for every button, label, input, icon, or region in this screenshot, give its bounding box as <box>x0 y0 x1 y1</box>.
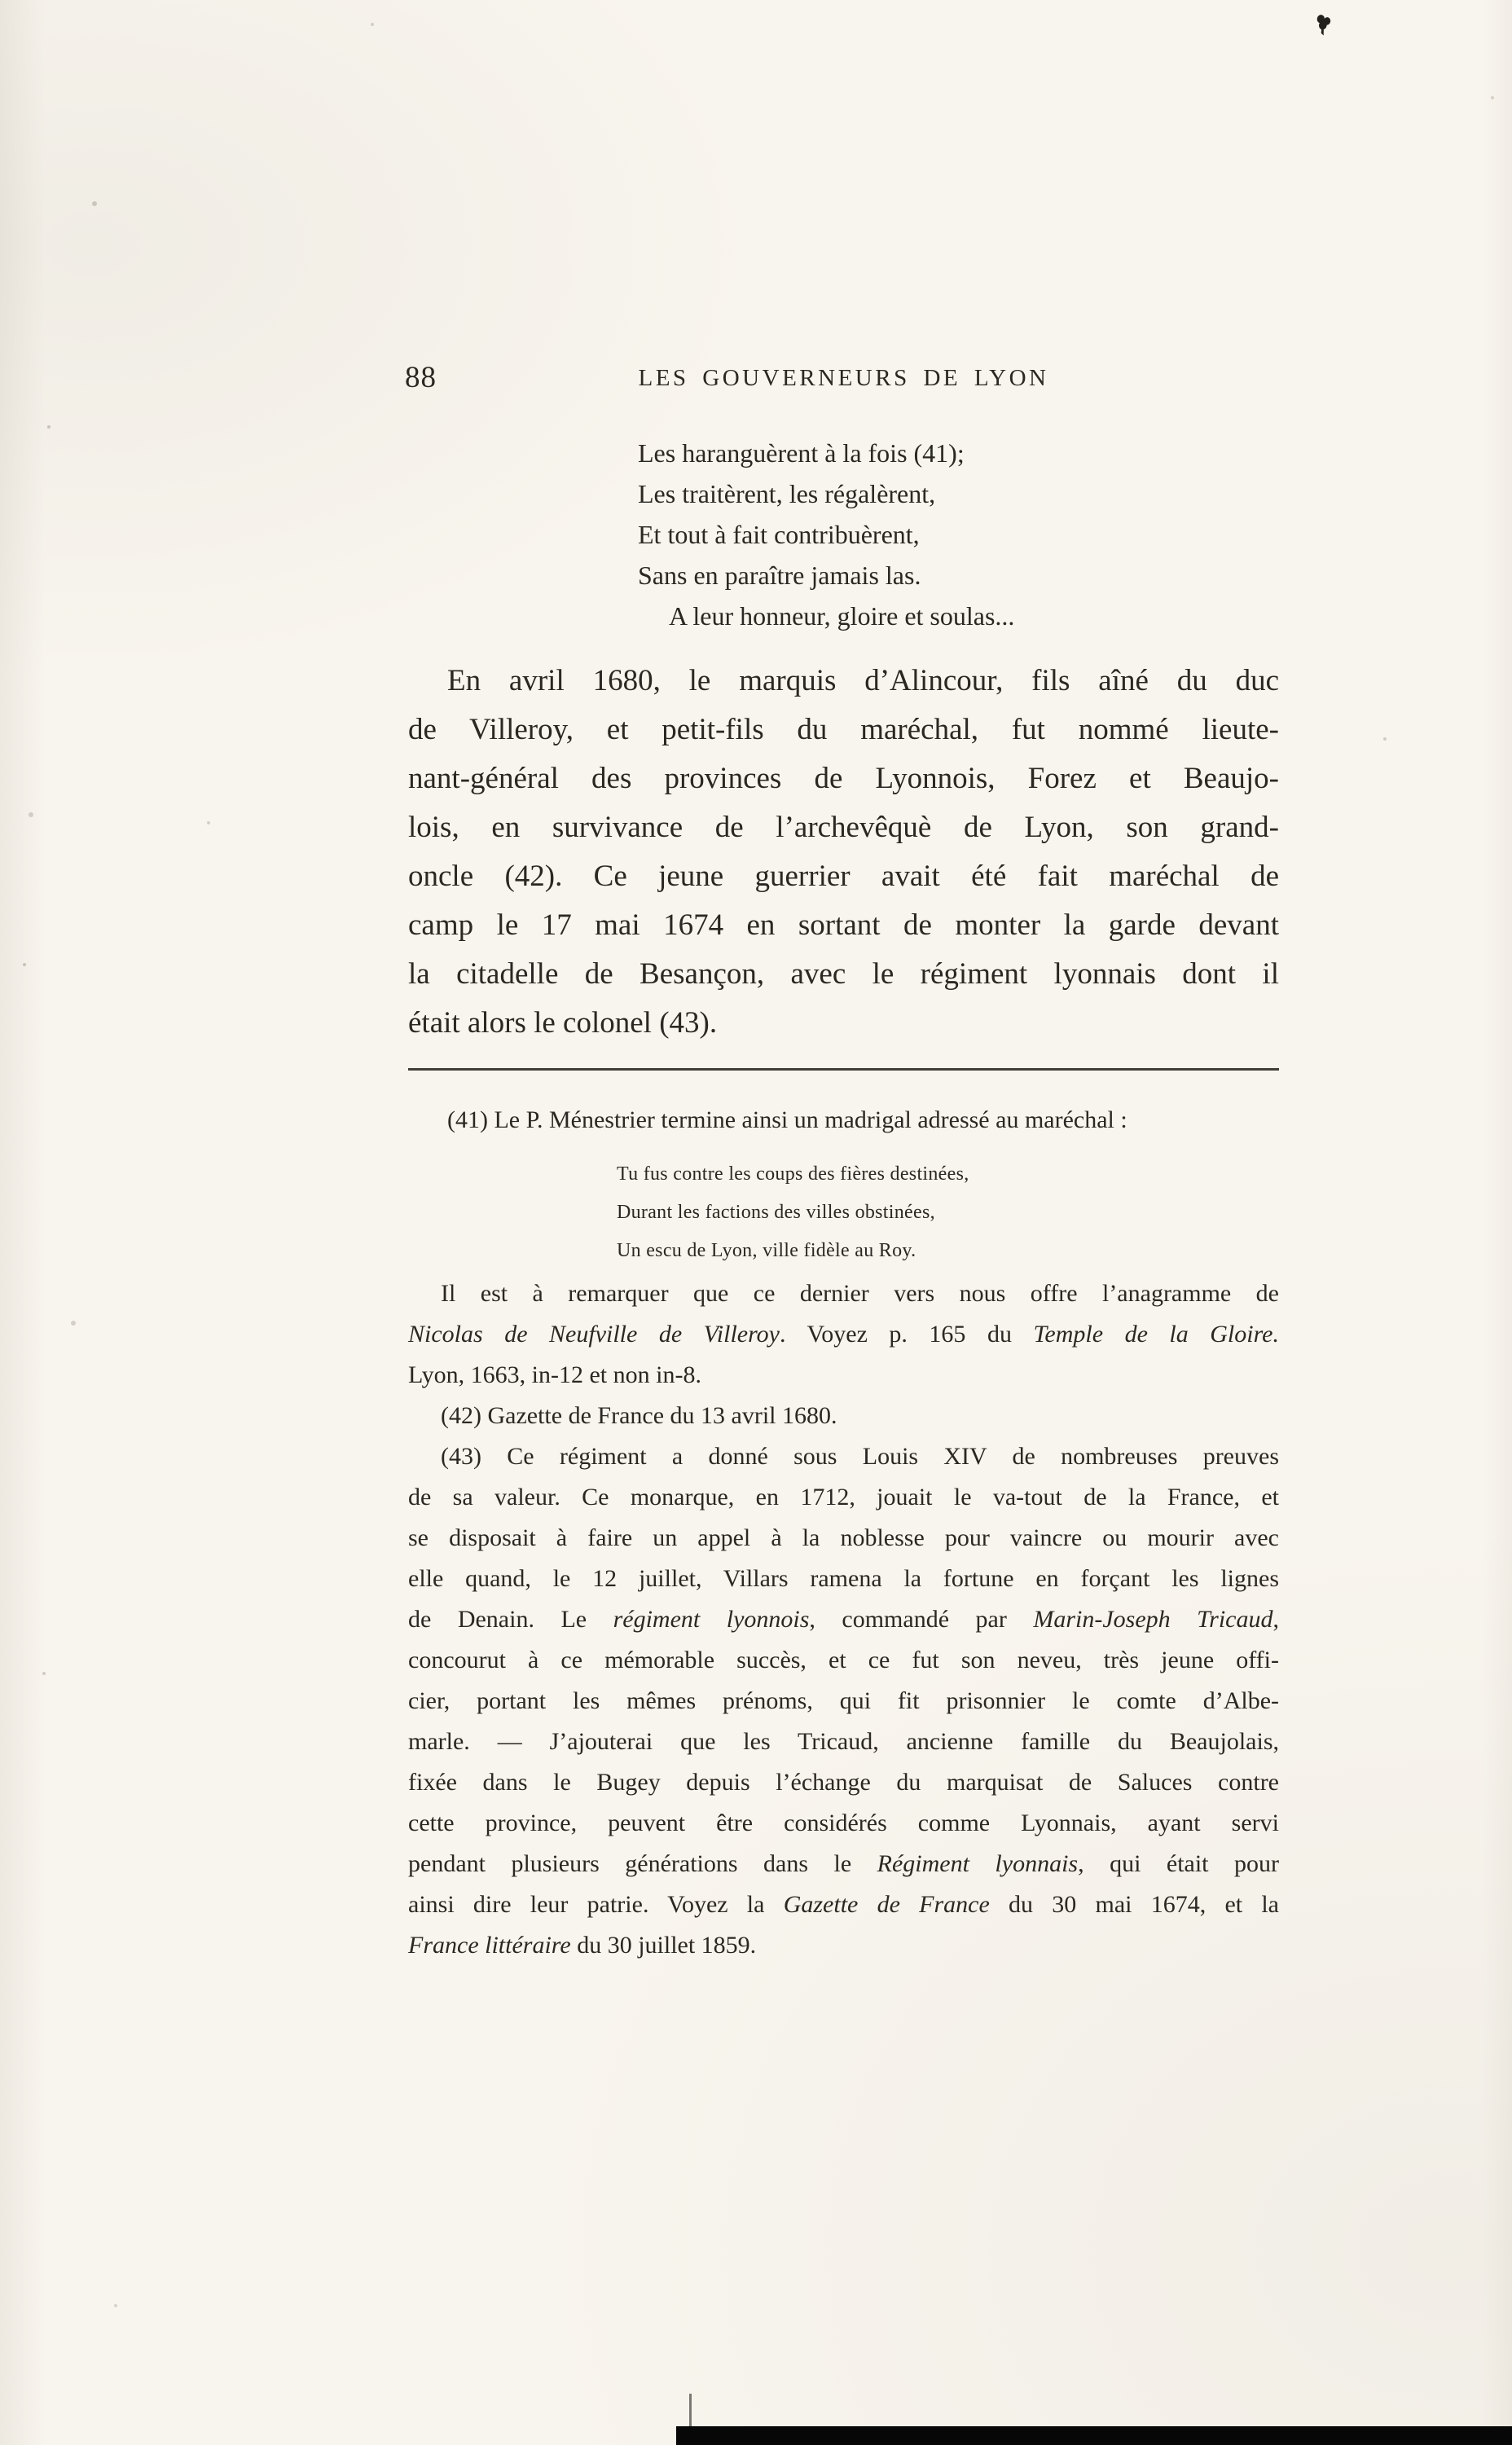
footnote-line: concourut à ce mémorable succès, et ce fut son neveu, très jeune offi- <box>408 1647 1279 1673</box>
body-paragraph <box>408 657 1279 1048</box>
footnote-line: fixée dans le Bugey depuis l’échange du marquisat de Saluces contre <box>408 1769 1279 1796</box>
body-line: était alors le colonel (43). <box>408 1006 718 1040</box>
footnote-line: (41) Le P. Ménestrier termine ainsi un madrigal adressé au maréchal : <box>447 1106 1127 1133</box>
footnote-line: France littéraire du 30 juillet 1859. <box>408 1932 757 1959</box>
footnote-line: cette province, peuvent être considérés comme Lyonnais, ayant servi <box>408 1810 1279 1836</box>
verse-line: Les traitèrent, les régalèrent, <box>638 479 936 508</box>
ink-mark-ornament <box>1313 13 1333 40</box>
footnote-line: ainsi dire leur patrie. Voyez la Gazette de France du 30 mai 1674, et la <box>408 1891 1279 1918</box>
footnote-line: (42) Gazette de France du 13 avril 1680. <box>441 1402 837 1429</box>
verse-line: Les haranguèrent à la fois (41); <box>638 438 965 468</box>
body-line: En avril 1680, le marquis d’Alincour, fils aîné du duc <box>447 664 1279 697</box>
footnote-41-verse <box>617 1155 969 1270</box>
quoted-verse <box>638 433 1014 636</box>
footnote-43 <box>408 1436 1279 1966</box>
footnote-verse-line: Tu fus contre les coups des fières destinées, <box>617 1163 969 1185</box>
footnote-line: elle quand, le 12 juillet, Villars ramena la fortune en forçant les lignes <box>408 1565 1279 1592</box>
footnote-line: pendant plusieurs générations dans le Régiment lyonnais, qui était pour <box>408 1850 1279 1877</box>
footnote-line: Il est à remarquer que ce dernier vers nous offre l’anagramme de <box>441 1280 1279 1307</box>
verse-line: A leur honneur, gloire et soulas... <box>669 601 1015 631</box>
footnote-line: Nicolas de Neufville de Villeroy. Voyez p. 165 du Temple de la Gloire. <box>408 1321 1279 1348</box>
body-line: oncle (42). Ce jeune guerrier avait été fait maréchal de <box>408 860 1279 893</box>
scan-noise-specks <box>0 0 3 3</box>
footnote-verse-line: Un escu de Lyon, ville fidèle au Roy. <box>617 1240 916 1261</box>
body-line: la citadelle de Besançon, avec le régiment lyonnais dont il <box>408 957 1279 991</box>
footnote-line: Lyon, 1663, in-12 et non in-8. <box>408 1361 701 1388</box>
footnote-separator-rule <box>408 1068 1279 1071</box>
scan-black-bar <box>676 2426 1512 2445</box>
footnote-line: se disposait à faire un appel à la noblesse pour vaincre ou mourir avec <box>408 1524 1279 1551</box>
running-title: LES GOUVERNEURS DE LYON <box>638 365 1049 391</box>
body-line: lois, en survivance de l’archevêquè de Lyon, son grand- <box>408 811 1279 844</box>
page-number: 88 <box>405 361 437 394</box>
footnote-line: de sa valeur. Ce monarque, en 1712, jouait le va-tout de la France, et <box>408 1484 1279 1511</box>
footnote-line: (43) Ce régiment a donné sous Louis XIV de nombreuses preuves <box>441 1443 1279 1470</box>
body-line: nant-général des provinces de Lyonnois, Forez et Beaujo- <box>408 762 1279 795</box>
verse-line: Sans en paraître jamais las. <box>638 561 921 590</box>
footnote-line: cier, portant les mêmes prénoms, qui fit prisonnier le comte d’Albe- <box>408 1687 1279 1714</box>
footnote-line: de Denain. Le régiment lyonnois, commandé par Marin-Joseph Tricaud, <box>408 1606 1279 1633</box>
footnote-line: marle. — J’ajouterai que les Tricaud, ancienne famille du Beaujolais, <box>408 1728 1279 1755</box>
body-line: camp le 17 mai 1674 en sortant de monter la garde devant <box>408 908 1279 942</box>
footnote-verse-line: Durant les factions des villes obstinées, <box>617 1202 935 1223</box>
scan-fold-mark <box>689 2394 692 2428</box>
body-line: de Villeroy, et petit-fils du maréchal, fut nommé lieute- <box>408 713 1279 746</box>
footnote-42 <box>408 1396 1279 1436</box>
footnote-41-intro <box>408 1100 1279 1141</box>
verse-line: Et tout à fait contribuèrent, <box>638 520 920 549</box>
footnote-41-paragraph <box>408 1273 1279 1396</box>
page-header <box>405 361 1279 404</box>
